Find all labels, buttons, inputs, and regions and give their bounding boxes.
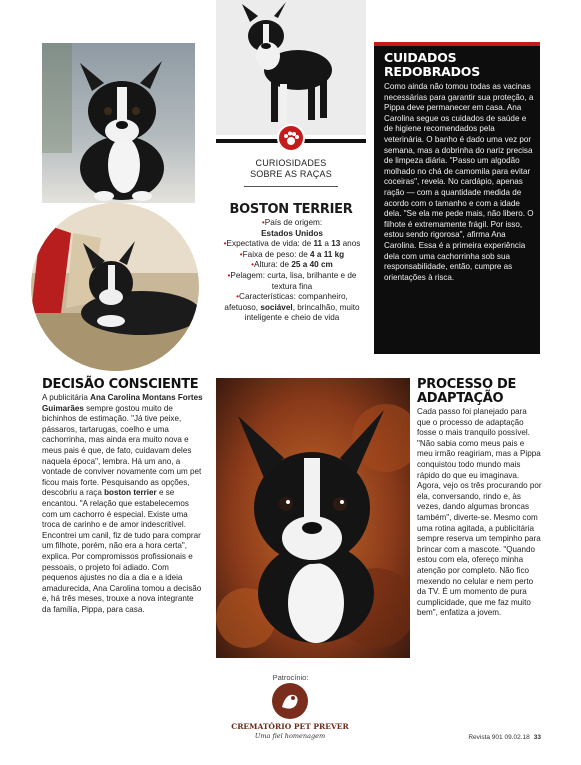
subtitle-line-2: SOBRE AS RAÇAS [250, 169, 332, 179]
care-sidebar-box [374, 42, 540, 354]
breed-info-panel [216, 0, 366, 352]
fact-life-expectancy: • Expectativa de vida: de 11 a 13 anos [222, 239, 362, 250]
fact-height: • Altura: de 25 a 40 cm [222, 260, 362, 271]
section-text-decisao: A publicitária Ana Carolina Montans Fortes Guimarães sempre gostou muito de bichinhos de estimação. "Já tive peixe, pássaros, tartarugas, coelho e uma cachorrinha, mas ainda era muito nova e meus pais é que, de fato, cuidavam deles naquela época", lembra. Há um ano, a vontade de conviver novamente com um pet ficou mais forte. Pesquisando as opções, descobriu a raça boston terrier e se encantou. "A relação que estabelecemos com um cachorro é especial. Existe uma troca de carinho e de amor indescritível. Encontrei um canil, fiz de tudo para comprar um filhote, porém, não era a hora certa", explica. Por compromissos profissionais e pessoais, o projeto foi adiado. Com pequenos ajustes no dia a dia e a ideia amadurecida, Ana Carolina tomou a decisão e, há três meses, trouxe a nova integrante da família, Pippa, para casa. [42, 393, 203, 614]
fact-weight: • Faixa de peso: de 4 a 11 kg [222, 250, 362, 261]
issue-info: Revista 901 09.02.18 [468, 734, 530, 741]
care-title: CUIDADOS REDOBRADOS [384, 50, 480, 79]
breed-photo-band [216, 0, 366, 135]
page-number: 33 [533, 734, 541, 741]
care-text: Como ainda não tomou todas as vacinas necessárias para garantir sua proteção, a Pippa deve permanecer em casa. Ana Carolina segue os cuidados de saúde e de higiene recomendados pela veterinária. O banho é dado uma vez por semana, mas a dobrinha do nariz precisa de limpeza diária. "Passo um algodão molhado no chá de camomila para evitar coceiras", revela. No cardápio, apenas ração — com a quantidade medida de acordo com o tamanho e com a idade dela. "Se ela me pede mais, não libero. O filhote é extremamente frágil. Por isso, estou sendo rigorosa", afirma Ana Carolina. Essa é a primeira experiência dela com uma cachorrinha sob sua responsabilidade, então, cumpre as orientações à risca. [384, 82, 534, 282]
photo-puppy-on-sofa [31, 203, 199, 371]
fact-coat: • Pelagem: curta, lisa, brilhante e de textura fina [222, 271, 362, 292]
section-subtitle [216, 158, 366, 180]
photo-puppy-sitting [42, 43, 195, 203]
breed-facts-list [222, 218, 362, 324]
sponsor-tagline: Uma fiel homenagem [254, 732, 326, 740]
fact-origin: • País de origem: Estados Unidos [222, 218, 362, 239]
paw-icon [277, 124, 305, 152]
subtitle-line-1: CURIOSIDADES [255, 158, 327, 168]
section-title-decisao: DECISÃO CONSCIENTE [42, 377, 199, 392]
photo-puppy-autumn-leaves [216, 378, 410, 658]
subtitle-rule [244, 186, 338, 187]
section-title-processo: PROCESSO DE ADAPTAÇÃO [417, 377, 517, 406]
accent-bar [374, 42, 540, 46]
photo-boston-terrier-standing [216, 0, 366, 135]
sponsor-name: CREMATÓRIO PET PREVER [231, 722, 349, 731]
page-footer [468, 734, 541, 741]
section-text-processo: Cada passo foi planejado para que o processo de adaptação fosse o mais tranquilo possível. "Não sabia como meus pais e meu irmão reagiriam, mas a Pippa conquistou todo mundo mais rápido do que eu imaginava. Agora, vejo os três procurando por ela, conversando, rindo e, às vezes, dando algumas broncas também", diverte-se. Mesmo com uma rotina agitada, a publicitária sempre reserva um tempinho para brincar com a mascote. "Quando estou com ela, ofereço minha atenção por completo. Não fico mexendo no celular e nem perto da TV. É um momento de pura cumplicidade, que me faz muito bem", enfatiza a jovem. [417, 407, 542, 618]
breed-name: BOSTON TERRIER [229, 202, 353, 217]
sponsor-label: Patrocínio: [272, 673, 309, 682]
fact-characteristics: • Características: companheiro, afetuoso, sociável, brincalhão, muito inteligente e cheio de vida [222, 292, 362, 324]
